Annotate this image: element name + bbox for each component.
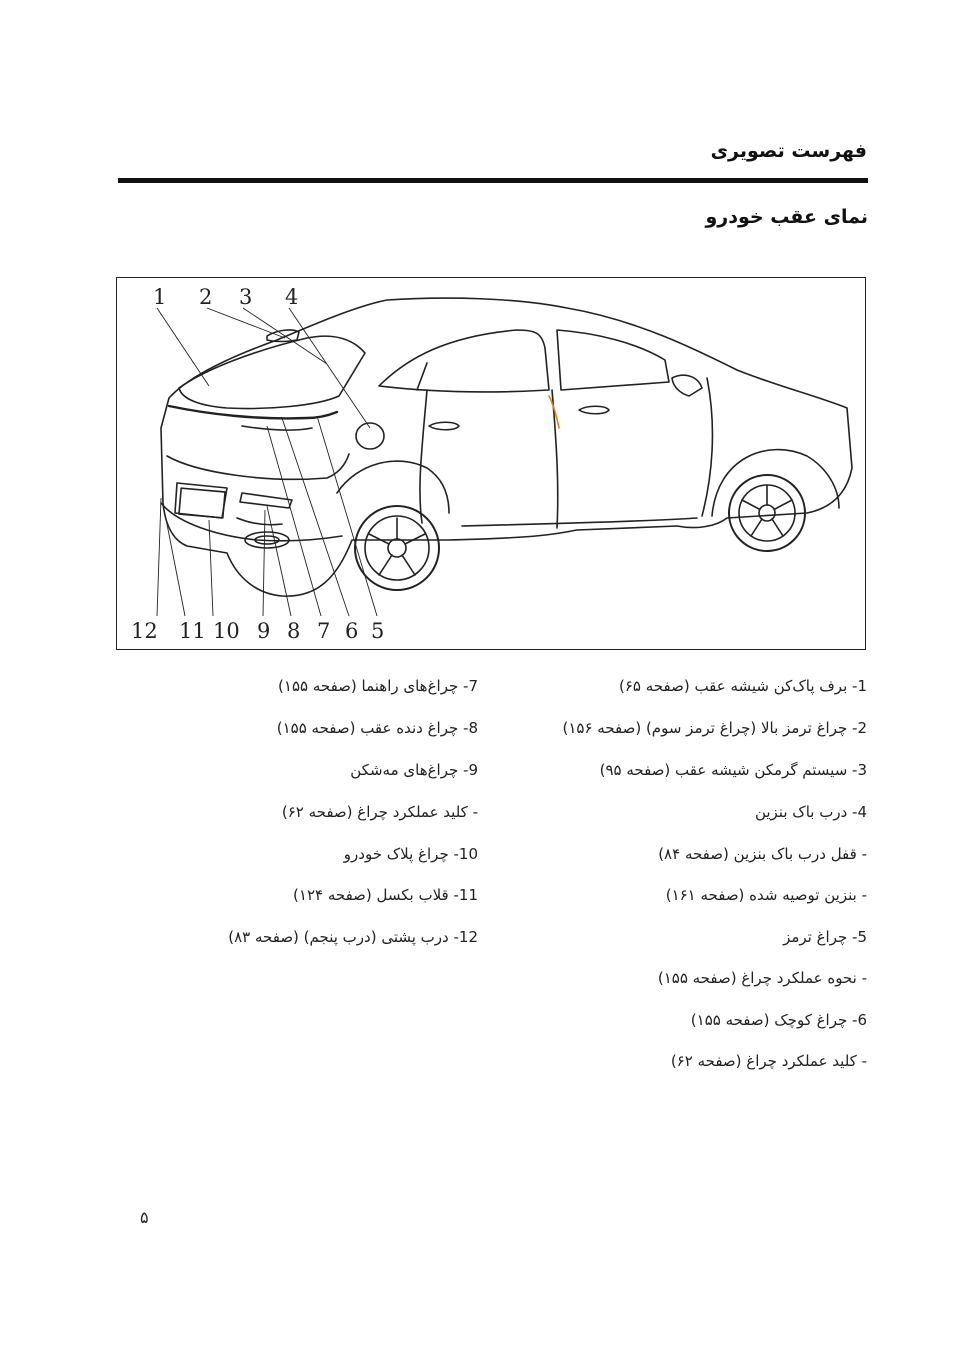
callout-4: 4 bbox=[285, 285, 299, 309]
callout-2: 2 bbox=[199, 285, 213, 309]
callout-3: 3 bbox=[239, 285, 253, 309]
legend-item: 8- چراغ دنده عقب (صفحه ۱۵۵) bbox=[276, 719, 478, 737]
callout-12: 12 bbox=[131, 619, 158, 643]
legend-item: - کلید عملکرد چراغ (صفحه ۶۲) bbox=[670, 1052, 867, 1070]
legend-item: 9- چراغ‌های مه‌شکن bbox=[350, 761, 478, 779]
legend-item: 6- چراغ کوچک (صفحه ۱۵۵) bbox=[690, 1011, 867, 1029]
header-rule bbox=[118, 178, 868, 183]
legend-item: - نحوه عملکرد چراغ (صفحه ۱۵۵) bbox=[657, 969, 867, 987]
legend-item: 12- درب پشتی (درب پنجم) (صفحه ۸۳) bbox=[228, 928, 478, 946]
page-number: ۵ bbox=[140, 1208, 149, 1227]
callouts-bottom bbox=[131, 619, 384, 643]
legend-item: 3- سیستم گرمکن شیشه عقب (صفحه ۹۵) bbox=[599, 761, 867, 779]
legend-item: 11- قلاب بکسل (صفحه ۱۲۴) bbox=[293, 886, 478, 904]
legend-item: 1- برف پاک‌کن شیشه عقب (صفحه ۶۵) bbox=[619, 677, 867, 695]
legend-item: 5- چراغ ترمز bbox=[783, 928, 867, 946]
legend-item: - قفل درب باک بنزین (صفحه ۸۴) bbox=[658, 845, 867, 863]
callouts-top bbox=[153, 285, 298, 309]
legend-item: - کلید عملکرد چراغ (صفحه ۶۲) bbox=[281, 803, 478, 821]
callout-7: 7 bbox=[317, 619, 331, 643]
callout-9: 9 bbox=[257, 619, 271, 643]
section-title: نمای عقب خودرو bbox=[705, 206, 868, 228]
legend-item: 2- چراغ ترمز بالا (چراغ ترمز سوم) (صفحه ۱۵۶) bbox=[562, 719, 867, 737]
legend-item: 7- چراغ‌های راهنما (صفحه ۱۵۵) bbox=[278, 677, 478, 695]
callout-11: 11 bbox=[179, 619, 206, 643]
legend-item: 10- چراغ پلاک خودرو bbox=[343, 845, 478, 863]
callout-10: 10 bbox=[213, 619, 240, 643]
car-rear-view-drawing bbox=[117, 278, 867, 651]
legend-item: 4- درب باک بنزین bbox=[754, 803, 867, 821]
legend-item: - بنزین توصیه شده (صفحه ۱۶۱) bbox=[665, 886, 867, 904]
callout-8: 8 bbox=[287, 619, 301, 643]
car-rear-view-figure bbox=[116, 277, 866, 650]
callout-1: 1 bbox=[153, 285, 167, 309]
callout-6: 6 bbox=[345, 619, 359, 643]
page-header-title: فهرست تصویری bbox=[710, 140, 867, 162]
callout-5: 5 bbox=[371, 619, 385, 643]
